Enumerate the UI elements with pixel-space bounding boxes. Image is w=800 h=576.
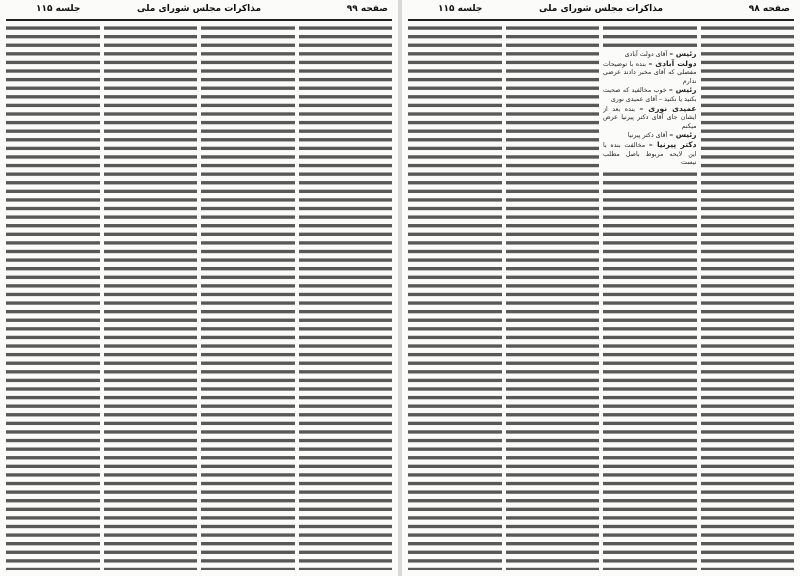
text-column: [603, 24, 697, 570]
header-rule: [408, 19, 794, 21]
page-header: [408, 4, 794, 18]
speech-entry: دکتر پیرنیا – مخالفت بنده با این لایحه مربوط باصل مطلب نیست: [603, 139, 697, 167]
page-number: صفحه ۹۹: [346, 4, 388, 14]
session-number: جلسه ۱۱۵: [36, 4, 81, 14]
speech-entry: رئیس – خوب مخالفید که صحبت بکنید یا نکنید – آقای عمیدی نوری: [603, 85, 697, 103]
right-page: [402, 0, 800, 576]
text-column: [104, 24, 198, 570]
session-number: جلسه ۱۱۵: [438, 4, 483, 14]
text-column: [701, 24, 795, 570]
text-column: [6, 24, 100, 570]
header-rule: [6, 19, 392, 21]
speech-entry: دولت آبادی – بنده با توضیحات مفصلی که آقای مخبر دادند عرضی ندارم: [603, 58, 697, 85]
speech-entry: عمیدی نوری – بنده بعد از ایشان جای آقای دکتر پیرنیا عرض میکنم: [603, 103, 697, 130]
text-columns: [6, 24, 392, 570]
running-title: مذاکرات مجلس شورای ملی: [136, 4, 262, 14]
page-header: [6, 4, 392, 18]
text-column: [506, 24, 600, 570]
text-column: [201, 24, 295, 570]
running-title: مذاکرات مجلس شورای ملی: [538, 4, 664, 14]
page-number: صفحه ۹۸: [748, 4, 790, 14]
text-column: [408, 24, 502, 570]
speech-entry: رئیس – آقای دکتر پیرنیا: [603, 131, 697, 141]
text-columns: [408, 24, 794, 570]
speech-entry: رئیس – آقای دولت آبادی: [603, 50, 697, 60]
left-page: [0, 0, 398, 576]
text-column: [299, 24, 393, 570]
